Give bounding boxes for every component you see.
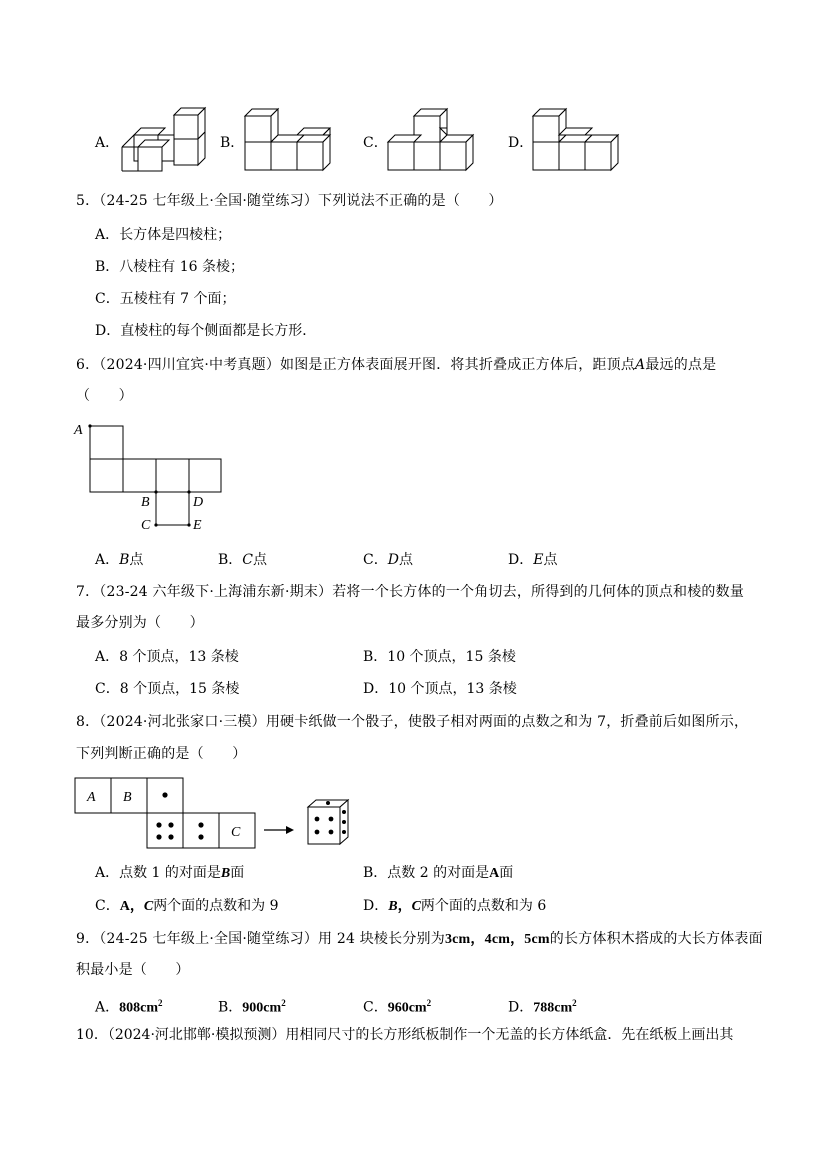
q8-option-a: A．点数 1 的对面是B面 — [95, 865, 245, 881]
q6-stem: 6．（2024·四川宜宾·中考真题）如图是正方体表面展开图．将其折叠成正方体后，距顶点A最远的点是 — [76, 357, 717, 373]
q7-option-a: A．8 个顶点，13 条棱 — [95, 649, 239, 665]
q6-label-a: A — [74, 423, 83, 438]
q4-option-d-figure — [531, 108, 623, 174]
q9-option-b: B．$900cm^2$ — [218, 998, 286, 1016]
q8-stem-line2: 下列判断正确的是（ ） — [76, 746, 247, 762]
q6-option-c: C．D点 — [363, 552, 413, 568]
q7-option-c: C．8 个顶点，15 条棱 — [95, 681, 240, 697]
q4-option-d-label: D． — [508, 135, 534, 151]
q9-stem-line1: 9．（24-25 七年级上·全国·随堂练习）用 24 块棱长分别为3cm，4cm，5cm的长方体积木搭成的大长方体表面 — [76, 931, 763, 947]
q10-stem-line1: 10．（2024·河北邯郸·模拟预测）用相同尺寸的长方形纸板制作一个无盖的长方体纸盒．先在纸板上画出其 — [76, 1027, 734, 1043]
q7-option-d: D．10 个顶点，13 条棱 — [363, 681, 517, 697]
q9-option-a: A．$808cm^2$ — [95, 998, 163, 1016]
q6-label-e: E — [193, 518, 202, 533]
q8-option-c: C．A，C两个面的点数和为 9 — [95, 898, 279, 914]
q6-label-b: B — [141, 495, 150, 510]
q5-option-c: C．五棱柱有 7 个面； — [95, 291, 236, 307]
q8-net-label-a: A — [87, 790, 96, 805]
q9-option-c: C．$960cm^2$ — [363, 998, 432, 1016]
q7-option-b: B．10 个顶点，15 条棱 — [363, 649, 516, 665]
q6-option-a: A．B点 — [95, 552, 144, 568]
q6-label-d: D — [193, 495, 204, 510]
q8-net-label-b: B — [123, 790, 132, 805]
q6-option-b: B．C点 — [218, 552, 268, 568]
q4-option-a-label: A． — [95, 135, 120, 151]
q5-option-a: A．长方体是四棱柱； — [95, 227, 232, 243]
q4-option-c-figure — [386, 108, 478, 174]
q8-stem-line1: 8．（2024·河北张家口·三模）用硬卡纸做一个骰子，使骰子相对两面的点数之和为 7，折叠前后如图所示， — [76, 714, 749, 730]
q6-label-c: C — [141, 518, 151, 533]
q6-paren: （ ） — [76, 388, 133, 404]
q8-option-d: D．B，C两个面的点数和为 6 — [363, 898, 547, 914]
q8-net-label-c: C — [231, 825, 241, 840]
q9-option-d: D．$788cm^2$ — [508, 998, 577, 1016]
q9-stem-line2: 积最小是（ ） — [76, 962, 190, 978]
q6-option-d: D．E点 — [508, 552, 558, 568]
q5-stem: 5．（24-25 七年级上·全国·随堂练习）下列说法不正确的是（ ） — [76, 193, 503, 209]
q4-option-b-label: B． — [220, 135, 245, 151]
q5-option-d: D．直棱柱的每个侧面都是长方形． — [95, 323, 317, 339]
q6-cube-net-figure — [72, 418, 232, 534]
q7-stem-line2: 最多分别为（ ） — [76, 615, 204, 631]
q7-stem-line1: 7．（23-24 六年级下·上海浦东新·期末）若将一个长方体的一个角切去，所得到的几何体的顶点和棱的数量 — [76, 584, 745, 600]
q4-option-b-figure — [243, 108, 335, 174]
q4-option-c-label: C． — [363, 135, 388, 151]
q4-option-a-figure — [118, 105, 210, 177]
q8-dice-figure — [72, 776, 372, 854]
q5-option-b: B．八棱柱有 16 条棱； — [95, 259, 245, 275]
q8-option-b: B．点数 2 的对面是A面 — [363, 865, 514, 881]
